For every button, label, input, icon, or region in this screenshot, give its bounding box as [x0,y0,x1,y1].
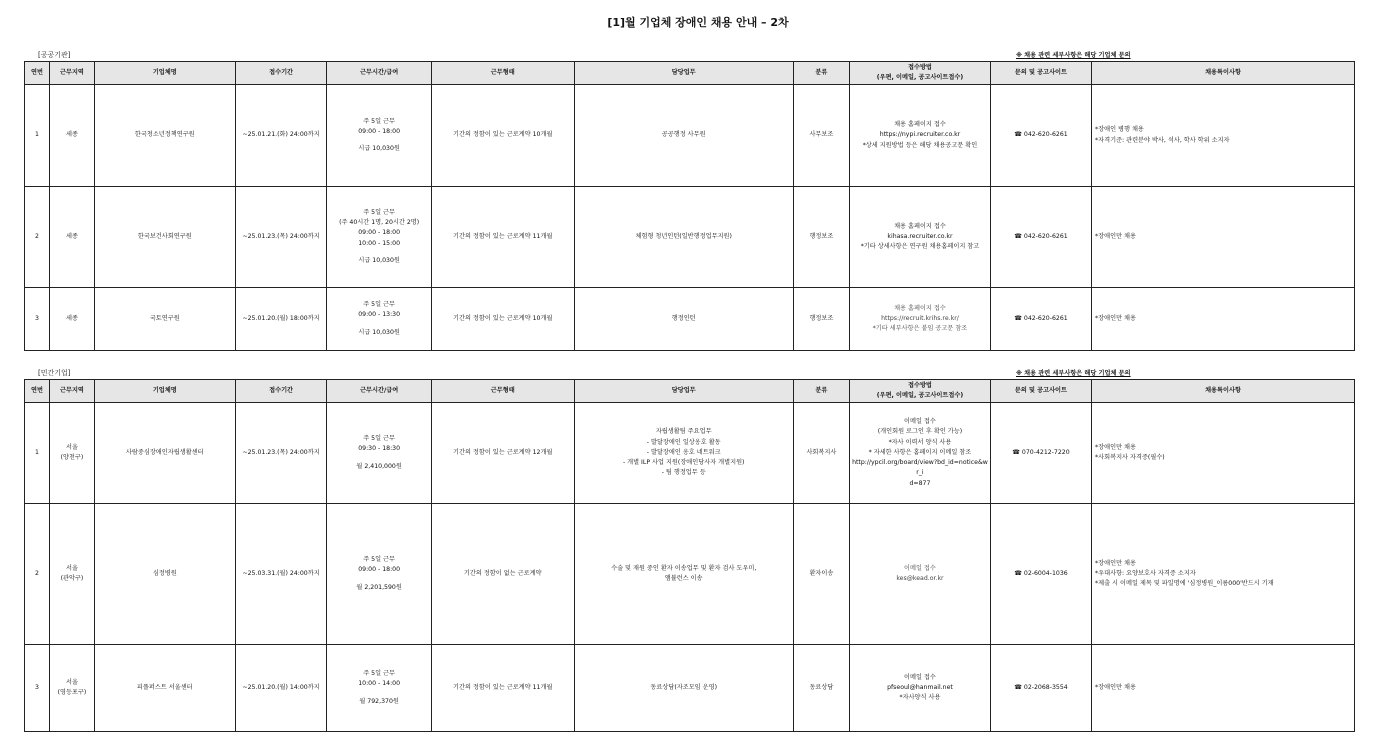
header-contact [990,380,1091,403]
cell-line: 09:00 - 13:30 [358,311,401,319]
cell-line [329,690,428,697]
private-company-table [24,379,1355,732]
header-text: 근무형태 [490,386,515,394]
cell-line: 주 5일 근무 [363,556,396,564]
cell-duty [574,288,793,351]
cell-method [850,403,991,504]
cell-contact: ☎ 070-4212-7220 [990,403,1091,504]
cell-line: *장애인만 채용 [1095,314,1136,322]
cell-no: 3 [25,645,50,732]
header-hours [327,380,431,403]
cell-line: *기타 상세사항은 연구원 채용홈페이지 참고 [860,243,980,251]
cell-line: 이메일 접수 [904,673,936,681]
cell-notes [1092,403,1355,504]
cell-line: 앰뷸런스 이송 [664,575,703,582]
cell-region [50,187,95,288]
cell-line: 10:00 - 15:00 [358,239,401,247]
header-contact [990,62,1091,85]
cell-line: 수술 및 재원 중인 환자 이송업무 및 환자 검사 도우미, [611,564,757,572]
cell-line: 주 5일 근무 [363,670,396,678]
cell-line: 09:00 - 18:00 [358,127,401,135]
cell-line: 채용 홈페이지 접수 [894,121,946,129]
cell-category: 사무보조 [793,85,849,187]
cell-notes [1092,288,1355,351]
cell-line: 세종 [65,314,78,322]
cell-company: 국토연구원 [94,288,235,351]
cell-line: 서울 [65,443,78,451]
header-text: 접수기간 [269,68,294,76]
cell-hours [327,288,431,351]
cell-line: *장애인만 채용 [1095,443,1136,451]
cell-duty [574,403,793,504]
table-row [25,187,1355,288]
header-text: 연번 [31,68,43,76]
page-title: [1]월 기업체 장애인 채용 안내 – 2차 [607,16,789,29]
cell-line: 체험형 청년인턴(일반행정업무지원) [635,232,732,240]
cell-company: 한국청소년정책연구원 [94,85,235,187]
cell-line: 채용 홈페이지 접수 [894,304,946,312]
header-notes [1092,380,1355,403]
cell-line: 월 2,410,000원 [356,462,402,470]
header-text: 근무형태 [490,68,515,76]
header-text: (우편, 이메일, 공고사이트접수) [876,74,964,81]
header-notes [1092,62,1355,85]
cell-no: 1 [25,403,50,504]
cell-duty [574,187,793,288]
cell-contact: ☎ 042-620-6261 [990,187,1091,288]
table-row [25,288,1355,351]
cell-line: - 개별 ILP 사업 지원(장애인당사자 개별지원) [622,459,745,467]
cell-line: 동료상담(자조모임 운영) [650,683,717,691]
header-company [94,62,235,85]
cell-contact: ☎ 042-620-6261 [990,85,1091,187]
header-text: 기업체명 [152,386,177,394]
cell-category: 행정보조 [793,288,849,351]
header-category [793,380,849,403]
cell-no: 2 [25,504,50,645]
cell-line: *기타 세부사항은 붙임 공고문 참조 [872,325,968,333]
header-text: 채용특이사항 [1205,386,1241,394]
cell-hours [327,504,431,645]
section-label-public: [공공기관] [38,51,71,59]
header-no [25,380,50,403]
cell-hours [327,85,431,187]
cell-category: 사회복지사 [793,403,849,504]
cell-line: * 자세한 사항은 홈페이지 이메일 참조 [868,448,972,456]
header-text: 담당업무 [671,68,696,76]
cell-line: 서울 [65,678,78,686]
cell-method [850,645,991,732]
header-text: 기업체명 [152,68,177,76]
table-row [25,504,1355,645]
cell-line: (주 40시간 1명, 20시간 2명) [339,219,420,227]
cell-hours [327,187,431,288]
header-hours [327,62,431,85]
cell-line: *장애인만 채용 [1095,683,1136,691]
cell-line: 시급 10,030원 [358,328,400,336]
header-duty [574,62,793,85]
cell-contact: ☎ 02-6004-1036 [990,504,1091,645]
cell-line: d=877 [909,479,931,487]
cell-line: - 팀 행정업무 등 [661,469,706,477]
header-duty [574,380,793,403]
cell-line: *장애인 병행 채용 [1095,126,1144,134]
section-notice-private: ※ 채용 관련 세부사항은 해당 기업체 문의 [1016,370,1131,377]
cell-period: ~25.03.31.(월) 24:00까지 [235,504,327,645]
cell-line: *장애인만 채용 [1095,232,1136,240]
cell-duty [574,645,793,732]
cell-no: 3 [25,288,50,351]
cell-line [329,249,428,256]
cell-hours [327,403,431,504]
cell-line: *우대사항: 요양보호사 자격증 소지자 [1095,569,1196,577]
cell-type: 기간의 정함이 있는 근로계약 11개월 [431,187,574,288]
cell-line: - 발달장애인 일상옹호 활동 [646,438,721,446]
cell-line: 채용 홈페이지 접수 [894,222,946,230]
cell-period: ~25.01.20.(월) 18:00까지 [235,288,327,351]
cell-line: kihasa.recruiter.co.kr [887,232,953,240]
cell-line: pfseoul@hanmail.net [887,683,953,691]
header-text: 분류 [815,386,828,394]
cell-type: 기간의 정함이 있는 근로계약 10개월 [431,288,574,351]
header-text: 근무시간/급여 [360,68,399,76]
cell-line: 09:30 - 18:30 [358,445,401,453]
header-method [850,62,991,85]
cell-method [850,504,991,645]
header-text: 근무지역 [59,386,84,394]
cell-line: 시급 10,030원 [358,256,400,264]
header-text: 접수기간 [269,386,294,394]
cell-line: 세종 [65,232,78,240]
cell-duty [574,504,793,645]
cell-category: 행정보조 [793,187,849,288]
section-label-private: [민간기업] [38,369,71,377]
cell-line [329,137,428,144]
cell-category: 동료상담 [793,645,849,732]
cell-line: (관악구) [60,575,84,582]
header-period [235,62,327,85]
cell-line: *상세 지원방법 등은 해당 채용공고문 확인 [862,141,978,149]
public-institution-table [24,61,1355,351]
header-text: 채용특이사항 [1205,68,1241,76]
cell-line: - 발달장애인 옹호 네트워크 [646,448,721,456]
cell-region [50,504,95,645]
cell-line: (개인회원 로그인 후 확인 가능) [877,428,963,436]
header-text: 접수방법 [908,63,932,71]
cell-line: *제출 시 이메일 제목 및 파일명에 '심정병원_이름000'반드시 기재 [1095,580,1274,588]
header-text: (우편, 이메일, 공고사이트접수) [876,392,964,399]
table-row [25,85,1355,187]
header-text: 담당업무 [671,386,696,394]
cell-company: 사람중심장애인자립생활센터 [94,403,235,504]
cell-notes [1092,504,1355,645]
table-row [25,403,1355,504]
cell-line [329,321,428,328]
cell-method [850,85,991,187]
cell-company: 심정병원 [94,504,235,645]
cell-line: (영등포구) [57,689,87,696]
cell-duty [574,85,793,187]
header-text: 접수방법 [908,381,932,389]
header-period [235,380,327,403]
header-region [50,62,95,85]
cell-method [850,288,991,351]
cell-notes [1092,645,1355,732]
header-category [793,62,849,85]
header-company [94,380,235,403]
cell-line: 자립생활팀 주요업무 [655,428,712,436]
cell-line: *사회복지사 자격증(필수) [1095,454,1165,461]
cell-period: ~25.01.23.(목) 24:00까지 [235,187,327,288]
cell-notes [1092,85,1355,187]
cell-line: http://ypcil.org/board/view?bd_id=notice&wr_i [852,459,988,477]
cell-line: 이메일 접수 [904,564,936,572]
cell-region [50,645,95,732]
cell-line: https://recruit.krihs.re.kr/ [881,314,959,322]
section-notice-public: ※ 채용 관련 세부사항은 해당 기업체 문의 [1016,52,1131,59]
cell-line: kes@kead.or.kr [896,575,944,582]
cell-type: 기간의 정함이 있는 근로계약 10개월 [431,85,574,187]
cell-notes [1092,187,1355,288]
cell-category: 환자이송 [793,504,849,645]
cell-line [329,576,428,583]
cell-line: 공공행정 사무원 [661,131,706,139]
cell-region [50,85,95,187]
cell-line: 서울 [65,564,78,572]
header-text: 근무지역 [59,68,84,76]
cell-line: 시급 10,030원 [358,145,400,153]
cell-line: 주 5일 근무 [363,208,396,216]
cell-line: 주 5일 근무 [363,117,396,125]
cell-line: *자격기준: 관련분야 박사, 석사, 학사 학위 소지자 [1095,136,1230,144]
cell-method [850,187,991,288]
cell-type: 기간의 정함이 있는 근로계약 12개월 [431,403,574,504]
header-no [25,62,50,85]
cell-no: 2 [25,187,50,288]
cell-line: 주 5일 근무 [363,301,396,309]
cell-line: *장애인만 채용 [1095,559,1136,567]
cell-line: 이메일 접수 [904,418,936,426]
cell-line: 행정인턴 [671,314,696,322]
header-region [50,380,95,403]
cell-line: 10:00 - 14:00 [358,680,401,688]
cell-region [50,403,95,504]
cell-period: ~25.01.21.(화) 24:00까지 [235,85,327,187]
cell-line: 월 2,201,590원 [356,583,402,591]
cell-period: ~25.01.23.(목) 24:00까지 [235,403,327,504]
header-type [431,380,574,403]
cell-line: 주 5일 근무 [363,435,396,443]
cell-contact: ☎ 02-2068-3554 [990,645,1091,732]
cell-type: 기간의 정함이 있는 근로계약 11개월 [431,645,574,732]
cell-line: https://nypi.recruiter.co.kr [879,131,961,139]
cell-company: 피플퍼스트 서울센터 [94,645,235,732]
header-text: 연번 [31,386,43,394]
cell-line: *자사양식 사용 [899,694,941,702]
cell-line [329,455,428,462]
header-type [431,62,574,85]
cell-line: (양천구) [60,454,84,461]
cell-period: ~25.01.20.(월) 14:00까지 [235,645,327,732]
cell-line: *자사 이력서 양식 사용 [888,438,952,446]
cell-line: 09:00 - 18:00 [358,229,401,237]
cell-no: 1 [25,85,50,187]
cell-company: 한국보건사회연구원 [94,187,235,288]
cell-hours [327,645,431,732]
header-text: 분류 [815,68,828,76]
cell-line: 월 792,370원 [359,697,399,705]
table-row [25,645,1355,732]
header-text: 문의 및 공고사이트 [1014,386,1068,394]
cell-line: 09:00 - 18:00 [358,566,401,574]
cell-region [50,288,95,351]
header-text: 근무시간/급여 [360,386,399,394]
header-text: 문의 및 공고사이트 [1014,68,1068,76]
cell-contact: ☎ 042-620-6261 [990,288,1091,351]
cell-line: 세종 [65,131,78,139]
cell-type: 기간의 정함이 없는 근로계약 [431,504,574,645]
header-method [850,380,991,403]
